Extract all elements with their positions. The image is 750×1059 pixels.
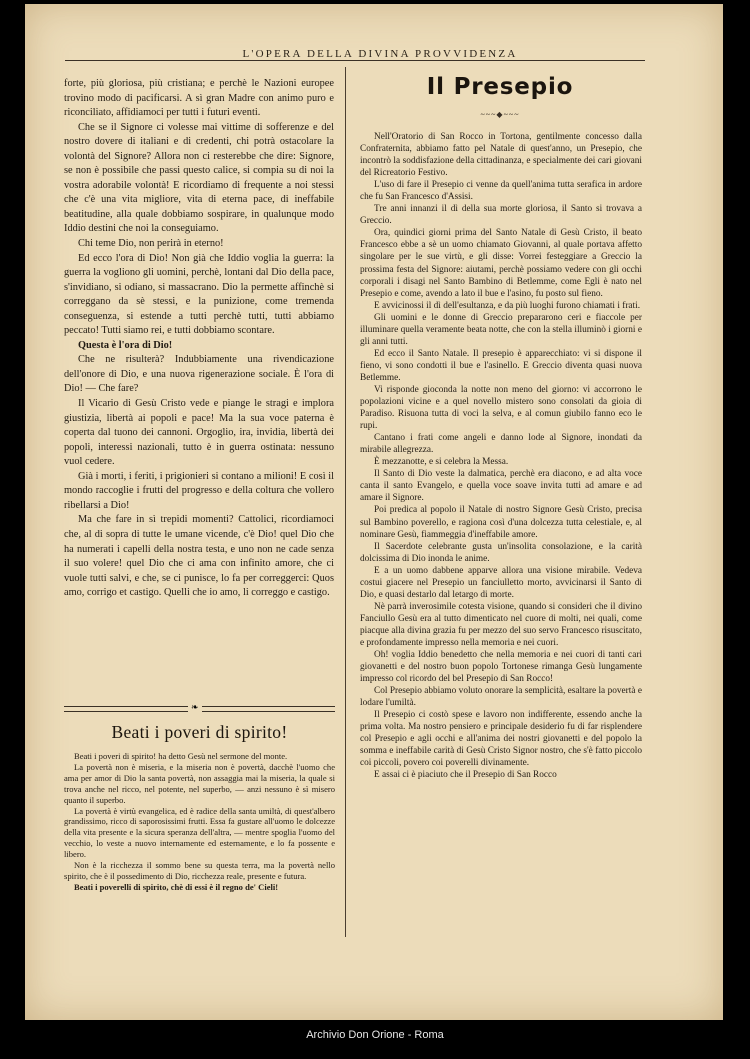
paragraph: È mezzanotte, e si celebra la Messa. [374,457,509,468]
paragraph: L'uso di fare il Presepio ci venne da quell'anima tutta serafica in ardore che fu San Francesco d'Assisi. [360,180,642,203]
paragraph: forte, più gloriosa, più cristiana; e perchè le Nazioni europee trovino modo di pacificarsi. A sì gran Madre con animo puro e riconciliato, affidiamoci per tutti i futuri eventi. [64,78,334,119]
beati-title: Beati i poveri di spirito! [111,722,288,742]
paragraph: Nè parrà inverosimile cotesta visione, quando si consideri che il divino Fanciullo Gesù era al tutto dimenticato nel cuore di molti, nei quali, come piacque alla divina grazia fu per mezzo del suo servo Francesco risuscitato, e profondamente impresso nella memoria e nei cuori. [360,601,642,648]
paragraph: Ed ecco l'ora di Dio! Non già che Iddio voglia la guerra: la guerra la vogliono gli uomini, perchè, lontani dal Dio della pace, s'invidiano, si odiano, si massacrano. Dio la permette affinchè si correggano da sè stessi, e la punizione, come tremenda conseguenza, si estende a tutti perchè tutti, tutti abbiamo peccato! Tutti siamo rei, e tutti dobbiamo scontare. [64,252,334,337]
paragraph: Gli uomini e le donne di Greccio prepararono ceri e fiaccole per illuminare quella veramente beata notte, che con la stella illuminò i giorni e gli anni tutti. [360,312,642,347]
title-ornament: ~~~◆~~~ [480,110,520,119]
paragraph: Tre anni innanzi il dì della sua morte gloriosa, il Santo si trovava a Greccio. [360,204,642,227]
paragraph: La povertà non è miseria, e la miseria non è povertà, dacchè l'uomo che ama per amor di Dio la santa povertà, non assaggia mai la miseria, la quale si trova anche nel ricco, nel potente, nel superbo, — anzi nessuno è sì misero quanto il superbo. [64,761,335,805]
running-head: L'OPERA DELLA DIVINA PROVVIDENZA [242,48,518,60]
paragraph: Il Presepio ci costò spese e lavoro non indifferente, essendo anche la prima volta. Ma nostro pensiero e principale desiderio fu di far risplendere col Presepio e agli occhi e all'anima dei nostri giovanetti e del popolo la somma e ineffabile carità di Gesù Cristo Signor nostro, che s'è fatto piccolo coi piccoli, povero coi poverelli divinamente. [360,710,642,769]
header-rule [65,60,645,61]
paragraph: Cantano i frati come angeli e danno lode al Signore, inondati da mirabile allegrezza. [360,433,642,456]
paragraph: Oh! voglia Iddio benedetto che nella memoria e nei cuori di tanti cari giovanetti e del nostro buon popolo Tortonese rimanga Gesù lungamente impresso col ricordo del bel Presepio di San Rocco! [360,650,642,685]
paragraph-closing: Beati i poverelli di spirito, chè di essi è il regno de' Cieli! [74,881,279,892]
paragraph: Beati i poveri di spirito! ha detto Gesù nel sermone del monte. [74,751,288,761]
beati-text [64,751,335,893]
paragraph-emphasis: Questa è l'ora di Dio! [78,339,173,351]
right-column-text [360,131,642,782]
paragraph: Vi risponde gioconda la notte non meno del giorno: vi accorrono le popolazioni vicine e a quel novello mistero sono consolati da gioia di Paradiso. Risuona tutta di voci la selva, e al comun giubilo fanno eco le rupi. [360,384,642,432]
paragraph: Che ne risulterà? Indubbiamente una rivendicazione dell'onore di Dio, e una nuova rigenerazione sociale. È l'ora di Dio! — Che fare? [64,354,334,395]
paragraph: E assai ci è piaciuto che il Presepio di San Rocco [374,770,557,781]
paragraph: E a un uomo dabbene apparve allora una visione mirabile. Vedeva costui giacere nel Presepio un fanciulletto morto, avvicinarsi il Santo di Dio, e quasi destarlo dal letargo di morte. [360,565,642,600]
column-divider [345,67,346,937]
left-column-text [64,77,334,601]
archive-footer: Archivio Don Orione - Roma [306,1029,444,1041]
paragraph: Il Santo di Dio veste la dalmatica, perchè era diacono, e ad alta voce canta il santo Evangelo, e quella voce soave invita tutti ad amare e ad amare il Signore. [360,469,642,504]
paragraph: Non è la ricchezza il sommo bene su questa terra, ma la povertà nello spirito, che è il possedimento di Dio, ricchezza reale, presente e futura. [64,860,335,881]
paragraph: Il Vicario di Gesù Cristo vede e piange le stragi e implora giustizia, libertà ai popoli e pace! Ma la sua voce paterna è coperta dal tuono dei cannoni. Orgoglio, ira, invidia, libertà dei popoli, interessi nazionali, tutto è in guerra ostinata: nessuno vuol cedere. [64,398,334,468]
paragraph: Ma che fare in sì trepidi momenti? Cattolici, ricordiamoci che, al di sopra di tutte le umane vicende, c'è Dio! quel Dio che ha numerati i capelli della nostra testa, e uno non ne cade senza il suo volere! quel Dio che ci ama con infinito amore, che ci vuole tutti salvi, e che, se ci punisce, lo fa per correggerci: Quos amo, corrigo et castigo. Quelli che io amo, li correggo e castigo. [64,514,334,599]
paragraph: Ed ecco il Santo Natale. Il presepio è apparecchiato: vi si dispone il fieno, vi sono condotti il bue e l'asinello. E Greccio diventa quasi nuova Betlemme. [360,348,642,383]
paragraph: Nell'Oratorio di San Rocco in Tortona, gentilmente concesso dalla Confraternita, abbiamo fatto pel Natale di quest'anno, un Presepio, che incontrò la soddisfazione della cittadinanza, e specialmente dei cari giovani del Ricreatorio Festivo. [360,132,642,179]
paragraph: Che se il Signore ci volesse mai vittime di sofferenze e del nostro dovere di italiani e di credenti, chi potrà ostacolare la volontà del Signore? Allora non ci resterebbe che dire: Signore, se non è possibile che passi questo calice, si compia su di noi la vostra adorabile volontà! E ricordiamo di frequente a noi stessi che c'è una vita migliore, vita di eterna pace, di ineffabile beatitudine, alla quale dobbiamo sospirare, in qualunque modo Iddio destini che noi la conseguiamo. [64,121,334,235]
paragraph: Già i morti, i feriti, i prigionieri si contano a milioni! E così il mondo raccoglie i frutti del progresso e della coltura che vollero ribellarsi a Dio! [64,470,334,511]
presepio-title: Il Presepio [426,74,574,100]
paragraph: La povertà è virtù evangelica, ed è radice della santa umiltà, di quest'albero grandissimo, ricco di saporosissimi frutti. Essa fa gustare all'uomo le dolcezze della vita presente e la sicura speranza dell'altra, — mentre spoglia l'uomo del vecchio, lo veste a nuovo internamente ed esternamente, e lo fa possente e libero. [64,805,335,860]
section-ornament-rule [64,702,335,712]
fleuron-icon: ❧ [188,702,202,712]
paragraph: Ora, quindici giorni prima del Santo Natale di Gesù Cristo, il beato Francesco ebbe a sè un uomo chiamato Giovanni, al quale portava affetto singolare per le sue virtù, e gli disse: Vorrei festeggiare a Greccio la prossima festa del Signore: aiutami, perchè possiamo vedere con gli occhi corporali i disagi nel Santo Bambino di Betlemme, come Egli è nato nel Presepio e come, avendo a lato il bue e l'asino, fu posto sul fieno. [360,228,642,299]
paragraph: Il Sacerdote celebrante gusta un'insolita consolazione, e la carità dolcissima di Dio inonda le anime. [360,541,642,564]
paragraph: E avvicinossi il dì dell'esultanza, e da più luoghi furono chiamati i frati. [374,300,641,311]
paragraph: Col Presepio abbiamo voluto onorare la semplicità, esaltare la povertà e lodare l'umiltà. [360,686,642,709]
paragraph: Poi predica al popolo il Natale di nostro Signore Gesù Cristo, precisa sul Bambino poverello, e ragiona così d'una dolcezza tutta celestiale, e, al nominare Gesù, fiammeggia d'ineffabile amore. [360,505,642,540]
paragraph: Chi teme Dio, non perirà in eterno! [78,238,224,250]
